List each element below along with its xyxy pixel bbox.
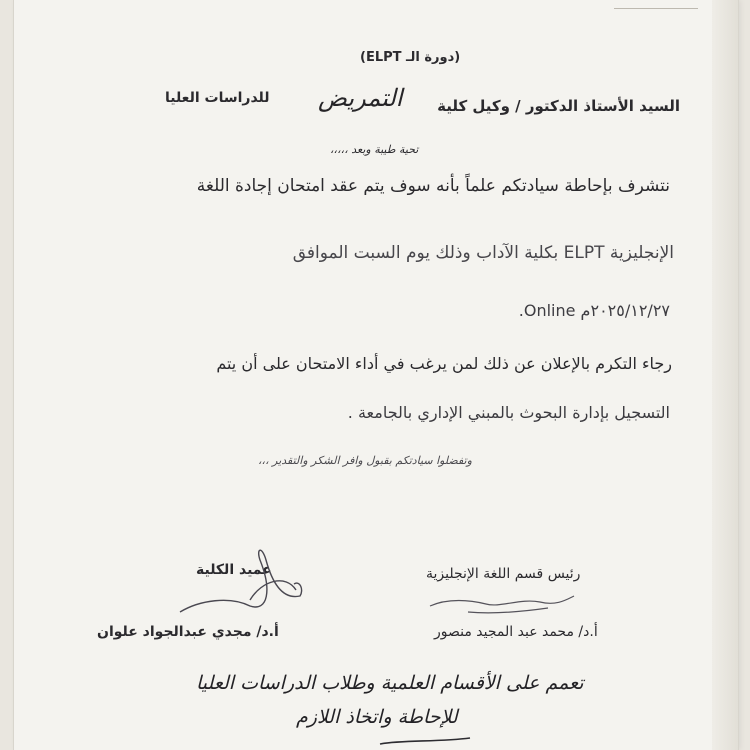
department-head-name: أ.د/ محمد عبد المجيد منصور: [434, 624, 598, 640]
page-edge: [712, 0, 738, 750]
body-line-1: نتشرف بإحاطة سيادتكم علماً بأنه سوف يتم عقد امتحان إجادة اللغة: [196, 176, 670, 196]
dean-title: عميد الكلية: [196, 562, 272, 578]
body-line-2: الإنجليزية ELPT بكلية الآداب وذلك يوم السبت الموافق: [292, 243, 674, 263]
graduate-studies-label: للدراسات العليا: [165, 90, 270, 106]
course-line: (دورة الـ ELPT): [360, 50, 461, 65]
salutation: السيد الأستاذ الدكتور / وكيل كلية: [437, 97, 680, 115]
body-line-4: رجاء التكرم بالإعلان عن ذلك لمن يرغب في أداء الامتحان على أن يتم: [216, 354, 672, 373]
closing-line: وتفضلوا سيادتكم بقبول وافر الشكر والتقدير ،،،: [258, 454, 472, 467]
top-rule: [614, 8, 698, 9]
department-head-title: رئيس قسم اللغة الإنجليزية: [426, 566, 581, 582]
body-line-3: ٢٠٢٥/١٢/٢٧م Online.: [518, 301, 670, 320]
handwritten-note-line-2: للإحاطة واتخاذ اللازم: [296, 706, 458, 728]
greeting: تحية طيبة وبعد ،،،،،: [330, 143, 419, 156]
faculty-name-handwritten: التمريض: [318, 84, 403, 112]
handwritten-note-line-1: تعمم على الأقسام العلمية وطلاب الدراسات العليا: [196, 672, 584, 694]
dean-name: أ.د/ مجدي عبدالجواد علوان: [97, 624, 279, 640]
body-line-5: التسجيل بإدارة البحوث بالمبني الإداري بالجامعة .: [347, 403, 670, 422]
